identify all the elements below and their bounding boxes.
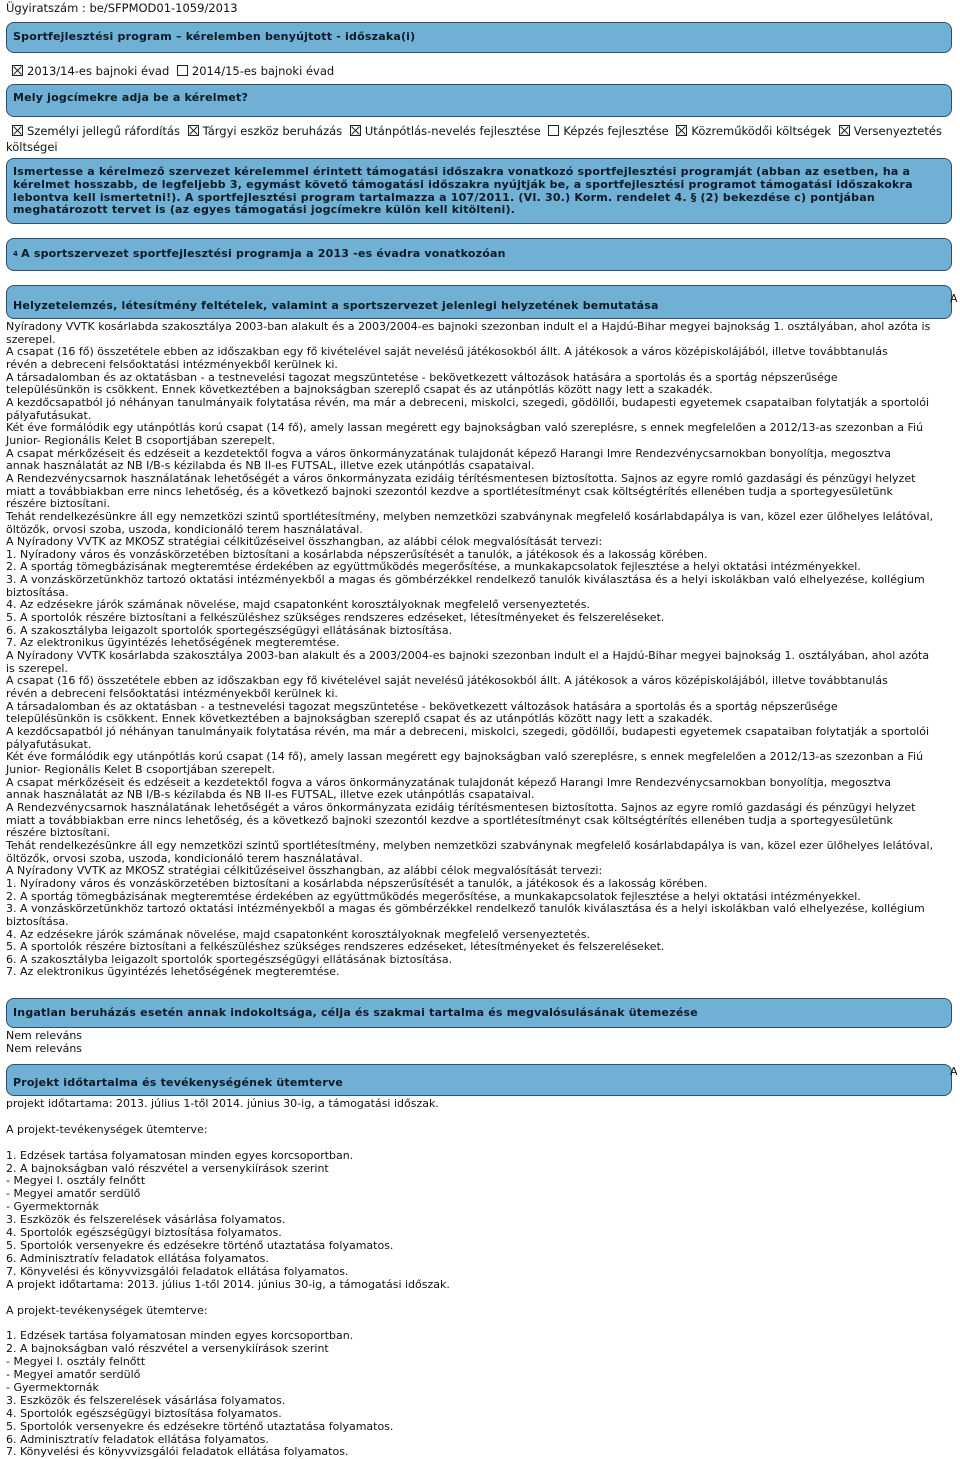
header-line: lebontva kell ismertetni!). A sportfejlesztési program tartalmazza a 107/2011. (VI. 30.) Korm. rendelet 4. § (2) bekezdése c) pontjában xyxy=(13,190,875,204)
checkbox-checked[interactable] xyxy=(676,125,687,136)
section-header-label: Mely jogcímekre adja be a kérelmet? xyxy=(13,91,249,104)
footnote-marker: 4 xyxy=(13,250,19,259)
header-line: kérelmet hosszabb, de legfeljebb 3, egymást követő támogatási időszakra nyújtják be, a sportfejlesztési programot támogatási időszakokra xyxy=(13,177,913,191)
section-header-season-program xyxy=(6,238,952,271)
checkbox-checked[interactable] xyxy=(350,125,361,136)
claim-option[interactable]: Tárgyi eszköz beruházás xyxy=(188,124,343,138)
overflow-marker: A xyxy=(950,1065,958,1078)
checkbox-checked[interactable] xyxy=(12,65,23,76)
checkbox-unchecked[interactable] xyxy=(548,125,559,136)
claim-option[interactable]: Közreműködői költségek xyxy=(676,124,831,138)
claim-option[interactable]: Személyi jellegű ráfordítás xyxy=(12,124,180,138)
claim-continuation: költségei xyxy=(6,140,58,154)
claim-option[interactable]: Képzés fejlesztése xyxy=(548,124,668,138)
section-header-claim-types xyxy=(6,84,952,117)
overflow-marker: A xyxy=(950,292,958,305)
checkbox-unchecked[interactable] xyxy=(177,65,188,76)
season-option[interactable]: 2013/14-es bajnoki évad xyxy=(12,64,169,78)
season-checkbox-row xyxy=(12,65,338,78)
section-header-label: Sportfejlesztési program – kérelemben benyújtott - időszaka(i) xyxy=(13,30,416,44)
section-header-real-estate xyxy=(6,998,952,1028)
section-header-label: Helyzetelemzés, létesítmény feltételek, valamint a sportszervezet jelenlegi helyzetének bemutatása xyxy=(13,299,659,313)
section-header-program-period xyxy=(6,22,952,53)
checkbox-checked[interactable] xyxy=(839,125,850,136)
situation-text: Nyíradony VVTK kosárlabda szakosztálya 2003-ban alakult és a 2003/2004-es bajnoki szezonban indult el a Hajdú-Bihar megyei bajnokság 1. osztályában, ahol azóta is szerepel. A csapat (16 fő) összetétele ebben az időszakban egy fő kivételével saját nevelésű játékosokból állt. A játékosok a város középiskolájából, illetve továbbtanulás révén a debreceni felsőoktatási intézményekből kerülnek ki. A társadalomban és az oktatásban - a testnevelési tagozat megszüntetése - bekövetkezett változások hatására a sportolás és a sportág népszerűsége településünkön is csökkent. Ennek következtében a bajnokságban szereplő csapat és az utánpótlás között nagy lett a szakadék. A kezdőcsapatból jó néhányan tanulmányaik folytatása révén, ma már a debreceni, miskolci, szegedi, gödöllői, budapesti egyetemek csapataiban folytatják a sportolói pályafutásukat. Két éve formálódik egy utánpótlás korú csapat (14 fő), amely lassan megérett egy bajnokságban való szereplésre, s ennek megfelelően a 2012/13-as szezonban a Fiú Junior- Regionális Kelet B csoportjában szerepelt. A csapat mérkőzéseit és edzéseit a kezdetektől fogva a város önkormányzatának tulajdonát képező Harangi Imre Rendezvénycsarnokban bonyolítja, megosztva annak használatát az NB I/B-s kézilabda és NB II-es FUTSAL, illetve ezek utánpótlás csapataival. A Rendezvénycsarnok használatának lehetőségét a város önkormányzata ezidáig térítésmentesen biztosította. Sajnos az egyre romló gazdasági és pénzügyi helyzet miatt a továbbiakban erre nincs lehetőség, és a következő bajnoki szezontól kezdve a sportlétesítményt csak költségtérítés ellenében tudja a sportegyesületünk részére biztosítani. Tehát rendelkezésünkre áll egy nemzetközi szintű sportlétesítmény, melyben nemzetközi szabványnak megfelelő kosárlabdapálya is van, közel ezer ülőhelyes lelátóval, öltözők, orvosi szoba, uszoda, kondicionáló terem használatával. A Nyíradony VVTK az MKOSZ stratégiai célkitűzéseivel összhangban, az alábbi célok megvalósítását tervezi: 1. Nyíradony város és vonzáskörzetében biztosítani a kosárlabda népszerűsítését a tanulók, a játékosok és a lakosság körében. 2. A sportág tömegbázisának megteremtése érdekében az együttműködés megerősítése, a munkakapcsolatok fejlesztése a helyi oktatási intézményekkel. 3. A vonzáskörzetünkhöz tartozó oktatási intézményekből a magas és gömbérzékkel rendelkező tanulók kiválasztása és a helyi iskolákban való elhelyezése, kollégium biztosítása. 4. Az edzésekre járók számának növelése, majd csapatonként korosztályoknak megfelelő versenyeztetés. 5. A sportolók részére biztosítani a felkészüléshez szükséges rendszeres edzéseket, létesítményeket és felszereléseket. 6. A szakosztályba leigazolt sportolók sportegészségügyi ellátásának biztosítása. 7. Az elektronikus ügyintézés lehetőségének megteremtése. A Nyíradony VVTK kosárlabda szakosztálya 2003-ban alakult és a 2003/2004-es bajnoki szezonban indult el a Hajdú-Bihar megyei bajnokság 1. osztályában, ahol azóta is szerepel. A csapat (16 fő) összetétele ebben az időszakban egy fő kivételével saját nevelésű játékosokból állt. A játékosok a város középiskolájából, illetve továbbtanulás révén a debreceni felsőoktatási intézményekből kerülnek ki. A társadalomban és az oktatásban - a testnevelési tagozat megszüntetése - bekövetkezett változások hatására a sportolás és a sportág népszerűsége településünkön is csökkent. Ennek következtében a bajnokságban szereplő csapat és az utánpótlás között nagy lett a szakadék. A kezdőcsapatból jó néhányan tanulmányaik folytatása révén, ma már a debreceni, miskolci, szegedi, gödöllői, budapesti egyetemek csapataiban folytatják a sportolói pályafutásukat. Két éve formálódik egy utánpótlás korú csapat (14 fő), amely lassan megérett egy bajnokságban való szereplésre, s ennek megfelelően a 2012/13-as szezonban a Fiú Junior- Regionális Kelet B csoportjában szerepelt. A csapat mérkőzéseit és edzéseit a kezdetektől fogva a város önkormányzatának tulajdonát képező Harangi Imre Rendezvénycsarnokban bonyolítja, megosztva annak használatát az NB I/B-s kézilabda és NB II-es FUTSAL, illetve ezek utánpótlás csapataival. A Rendezvénycsarnok használatának lehetőségét a város önkormányzata ezidáig térítésmentesen biztosította. Sajnos az egyre romló gazdasági és pénzügyi helyzet miatt a továbbiakban erre nincs lehetőség, és a következő bajnoki szezontól kezdve a sportlétesítményt csak költségtérítés ellenében tudja a sportegyesületünk részére biztosítani. Tehát rendelkezésünkre áll egy nemzetközi szintű sportlétesítmény, melyben nemzetközi szabványnak megfelelő kosárlabdapálya is van, közel ezer ülőhelyes lelátóval, öltözők, orvosi szoba, uszoda, kondicionáló terem használatával. A Nyíradony VVTK az MKOSZ stratégiai célkitűzéseivel összhangban, az alábbi célok megvalósítását tervezi: 1. Nyíradony város és vonzáskörzetében biztosítani a kosárlabda népszerűsítését a tanulók, a játékosok és a lakosság körében. 2. A sportág tömegbázisának megteremtése érdekében az együttműködés megerősítése, a munkakapcsolatok fejlesztése a helyi oktatási intézményekkel. 3. A vonzáskörzetünkhöz tartozó oktatási intézményekből a magas és gömbérzékkel rendelkező tanulók kiválasztása és a helyi iskolákban való elhelyezése, kollégium biztosítása. 4. Az edzésekre járók számának növelése, majd csapatonként korosztályoknak megfelelő versenyeztetés. 5. A sportolók részére biztosítani a felkészüléshez szükséges rendszeres edzéseket, létesítményeket és felszereléseket. 6. A szakosztályba leigazolt sportolók sportegészségügyi ellátásának biztosítása. 7. Az elektronikus ügyintézés lehetőségének megteremtése. xyxy=(6,320,934,979)
checkbox-checked[interactable] xyxy=(188,125,199,136)
section-header-label: A sportszervezet sportfejlesztési programja a 2013 -es évadra vonatkozóan xyxy=(21,247,506,261)
file-number: Ügyiratszám : be/SFPMOD01-1059/2013 xyxy=(6,1,238,15)
project-schedule-text: projekt időtartama: 2013. július 1-től 2014. június 30-ig, a támogatási időszak. A projekt-tevékenységek ütemterve: 1. Edzések tartása folyamatosan minden egyes korcsoportban. 2. A bajnokságban való részvétel a versenykiírások szerint - Megyei I. osztály felnőtt - Megyei amatőr serdülő - Gyermektornák 3. Eszközök és felszerelések vásárlása folyamatos. 4. Sportolók egészségügyi biztosítása folyamatos. 5. Sportolók versenyekre és edzésekre történő utaztatása folyamatos. 6. Adminisztratív feladatok ellátása folyamatos. 7. Könyvelési és könyvvizsgálói feladatok ellátása folyamatos. A projekt időtartama: 2013. július 1-től 2014. június 30-ig, a támogatási időszak. A projekt-tevékenységek ütemterve: 1. Edzések tartása folyamatosan minden egyes korcsoportban. 2. A bajnokságban való részvétel a versenykiírások szerint - Megyei I. osztály felnőtt - Megyei amatőr serdülő - Gyermektornák 3. Eszközök és felszerelések vásárlása folyamatos. 4. Sportolók egészségügyi biztosítása folyamatos. 5. Sportolók versenyekre és edzésekre történő utaztatása folyamatos. 6. Adminisztratív feladatok ellátása folyamatos. 7. Könyvelési és könyvvizsgálói feladatok ellátása folyamatos. xyxy=(6,1097,450,1459)
checkbox-checked[interactable] xyxy=(12,125,23,136)
section-header-project-schedule xyxy=(6,1064,952,1096)
section-header-label: Projekt időtartalma és tevékenységének ütemterve xyxy=(13,1076,343,1090)
claim-option[interactable]: Utánpótlás-nevelés fejlesztése xyxy=(350,124,541,138)
season-option[interactable]: 2014/15-es bajnoki évad xyxy=(177,64,334,78)
section-header-program-description xyxy=(6,158,952,224)
header-line: meghatározott tervet is (az egyes támogatási jogcímekre külön kell kitölteni). xyxy=(13,203,516,217)
section-header-situation xyxy=(6,285,952,319)
claim-checkbox-row xyxy=(12,125,946,138)
section-header-label: Ingatlan beruházás esetén annak indokoltsága, célja és szakmai tartalma és megvalósulásának ütemezése xyxy=(13,1005,698,1019)
claim-option[interactable]: Versenyeztetés xyxy=(839,124,942,138)
header-line: Ismertesse a kérelmező szervezet kérelemmel érintett támogatási időszakra vonatkozó sportfejlesztési programját (abban az esetben, ha a xyxy=(13,165,911,178)
real-estate-text: Nem releváns Nem releváns xyxy=(6,1029,83,1055)
